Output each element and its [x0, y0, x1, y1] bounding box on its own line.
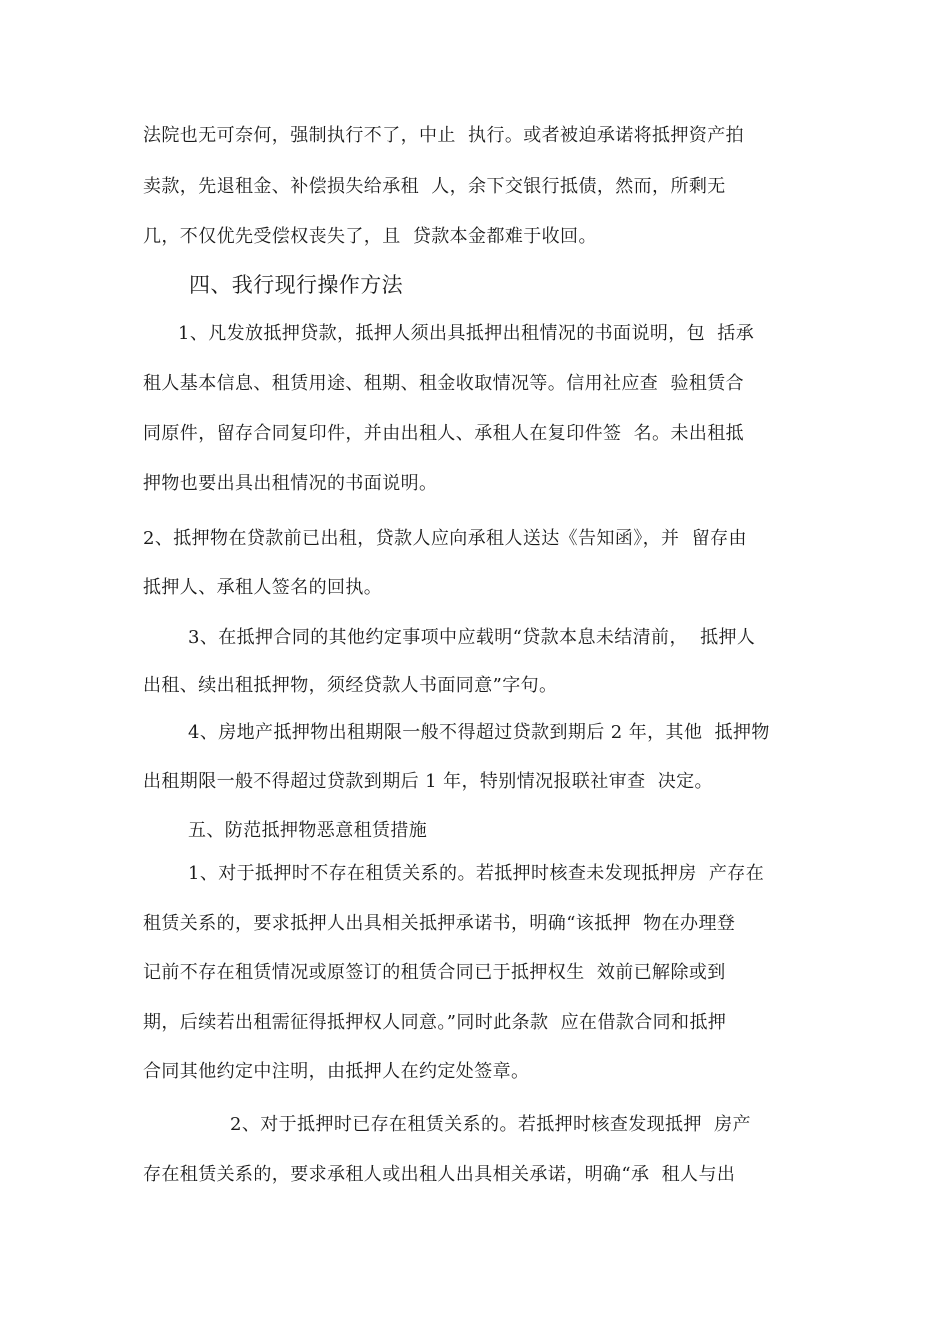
paragraph-line: 卖款，先退租金、补偿损失给承租 人，余下交银行抵债，然而，所剩无 [143, 176, 726, 197]
paragraph-line: 抵押人、承租人签名的回执。 [143, 577, 383, 598]
section-heading: 四、我行现行操作方法 [189, 273, 403, 297]
paragraph-line: 同原件，留存合同复印件，并由出租人、承租人在复印件签 名。未出租抵 [143, 423, 745, 444]
paragraph-line: 4、房地产抵押物出租期限一般不得超过贷款到期后 2 年，其他 抵押物 [188, 722, 770, 743]
paragraph-line: 存在租赁关系的，要求承租人或出租人出具相关承诺，明确“承 租人与出 [143, 1164, 736, 1185]
paragraph-line: 法院也无可奈何，强制执行不了，中止 执行。或者被迫承诺将抵押资产拍 [143, 125, 745, 146]
paragraph-line: 几，不仅优先受偿权丧失了，且 贷款本金都难于收回。 [143, 226, 597, 247]
paragraph-line: 出租、续出租抵押物，须经贷款人书面同意”字句。 [143, 675, 558, 696]
paragraph-line: 2、对于抵押时已存在租赁关系的。若抵押时核查发现抵押 房产 [230, 1114, 751, 1135]
paragraph-line: 合同其他约定中注明，由抵押人在约定处签章。 [143, 1061, 530, 1082]
paragraph-line: 出租期限一般不得超过贷款到期后 1 年，特别情况报联社审查 决定。 [143, 771, 713, 792]
paragraph-line: 1、对于抵押时不存在租赁关系的。若抵押时核查未发现抵押房 产存在 [188, 863, 765, 884]
paragraph-line: 1、凡发放抵押贷款，抵押人须出具抵押出租情况的书面说明，包 括承 [178, 323, 755, 344]
paragraph-line: 租人基本信息、租赁用途、租期、租金收取情况等。信用社应查 验租赁合 [143, 373, 745, 394]
paragraph-line: 押物也要出具出租情况的书面说明。 [143, 473, 438, 494]
paragraph-line: 期，后续若出租需征得抵押权人同意。”同时此条款 应在借款合同和抵押 [143, 1012, 727, 1033]
paragraph-line: 租赁关系的，要求抵押人出具相关抵押承诺书，明确“该抵押 物在办理登 [143, 913, 736, 934]
paragraph-line: 2、抵押物在贷款前已出租，贷款人应向承租人送达《告知函》，并 留存由 [143, 528, 747, 549]
paragraph-line: 3、在抵押合同的其他约定事项中应载明“贷款本息未结清前， 抵押人 [188, 627, 756, 648]
paragraph-line: 记前不存在租赁情况或原签订的租赁合同已于抵押权生 效前已解除或到 [143, 962, 726, 983]
section-heading: 五、防范抵押物恶意租赁措施 [188, 820, 428, 841]
